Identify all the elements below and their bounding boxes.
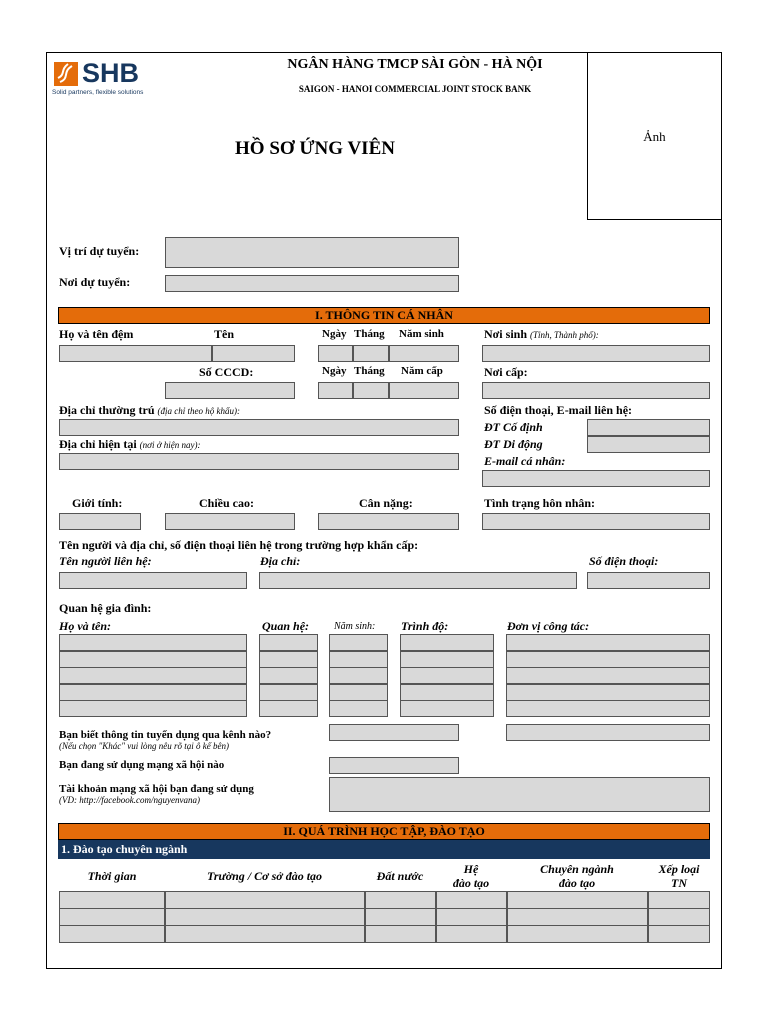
family-cell[interactable] bbox=[400, 634, 494, 651]
can-nang-label: Cân nặng: bbox=[359, 496, 413, 510]
chieu-cao-field[interactable] bbox=[165, 513, 295, 530]
nam-cap-label: Năm cấp bbox=[401, 365, 443, 377]
family-cell[interactable] bbox=[329, 684, 388, 701]
family-cell[interactable] bbox=[329, 667, 388, 684]
family-cell[interactable] bbox=[259, 651, 318, 668]
ngay-cap-label: Ngày bbox=[322, 365, 347, 377]
thang-cap-label: Tháng bbox=[354, 365, 385, 377]
edu-cell[interactable] bbox=[59, 908, 165, 926]
col-truong: Trường / Cơ sở đào tạo bbox=[206, 869, 323, 883]
edu-cell[interactable] bbox=[365, 925, 436, 943]
form-title: HỒ SƠ ỨNG VIÊN bbox=[235, 138, 395, 159]
col-tn: TN bbox=[671, 876, 687, 890]
family-cell[interactable] bbox=[329, 634, 388, 651]
nam-sinh-col: Năm sinh: bbox=[334, 621, 376, 632]
photo-box[interactable] bbox=[587, 52, 722, 220]
hon-nhan-field[interactable] bbox=[482, 513, 710, 530]
edu-cell[interactable] bbox=[436, 925, 507, 943]
col-dat-nuoc: Đất nước bbox=[376, 869, 424, 883]
family-cell[interactable] bbox=[59, 667, 247, 684]
dao-tao-chuyen-nganh-header: 1. Đào tạo chuyên ngành bbox=[58, 840, 710, 859]
col-xep-loai: Xếp loại bbox=[658, 862, 700, 876]
mxh-field[interactable] bbox=[329, 757, 459, 774]
dt-di-dong-label: ĐT Di động bbox=[484, 437, 543, 451]
family-cell[interactable] bbox=[59, 634, 247, 651]
bank-name-vi: NGÂN HÀNG TMCP SÀI GÒN - HÀ NỘI bbox=[287, 57, 543, 72]
section-2-header: II. QUÁ TRÌNH HỌC TẬP, ĐÀO TẠO bbox=[58, 823, 710, 840]
hon-nhan-label: Tình trạng hôn nhân: bbox=[484, 496, 596, 510]
sdt-lh-field[interactable] bbox=[587, 572, 710, 589]
family-cell[interactable] bbox=[329, 651, 388, 668]
ngay-cap-field[interactable] bbox=[318, 382, 353, 399]
nam-sinh-field[interactable] bbox=[389, 345, 459, 362]
tk-mxh-note: (VD: http://facebook.com/nguyenvana) bbox=[59, 795, 200, 805]
ho-ten-dem-label: Họ và tên đệm bbox=[59, 327, 134, 341]
family-cell[interactable] bbox=[259, 684, 318, 701]
family-cell[interactable] bbox=[259, 667, 318, 684]
edu-cell[interactable] bbox=[507, 891, 648, 909]
trinh-do-col: Trình độ: bbox=[401, 619, 449, 633]
noi-sinh-label bbox=[484, 327, 599, 342]
dc-thuong-tru-text: Địa chỉ thường trú bbox=[59, 403, 155, 417]
edu-cell[interactable] bbox=[436, 891, 507, 909]
family-cell[interactable] bbox=[506, 684, 710, 701]
vi-tri-label: Vị trí dự tuyển: bbox=[59, 244, 140, 258]
tk-mxh-label: Tài khoản mạng xã hội bạn đang sử dụng bbox=[59, 783, 254, 795]
dt-co-dinh-label: ĐT Cố định bbox=[484, 420, 543, 434]
thang-sinh-field[interactable] bbox=[353, 345, 389, 362]
edu-cell[interactable] bbox=[59, 925, 165, 943]
shb-logo bbox=[52, 58, 152, 100]
can-nang-field[interactable] bbox=[318, 513, 459, 530]
col-he: Hệ bbox=[463, 862, 479, 876]
photo-label: Ảnh bbox=[643, 129, 666, 144]
family-cell[interactable] bbox=[59, 684, 247, 701]
dc-hien-tai-note: (nơi ở hiện nay): bbox=[139, 440, 201, 450]
nguoi-lien-he-field[interactable] bbox=[59, 572, 247, 589]
edu-cell[interactable] bbox=[436, 908, 507, 926]
nam-cap-field[interactable] bbox=[389, 382, 459, 399]
chieu-cao-label: Chiều cao: bbox=[199, 496, 254, 510]
sdt-lh-label: Số điện thoại: bbox=[589, 554, 659, 568]
edu-cell[interactable] bbox=[648, 925, 710, 943]
don-vi-col: Đơn vị công tác: bbox=[507, 619, 590, 633]
khan-cap-label: Tên người và địa chỉ, số điện thoại liên hệ trong trường hợp khẩn cấp: bbox=[59, 538, 419, 552]
dt-di-dong-field[interactable] bbox=[587, 436, 710, 453]
so-cccd-field[interactable] bbox=[165, 382, 295, 399]
col-chuyen-nganh-2: đào tạo bbox=[558, 876, 596, 890]
family-cell[interactable] bbox=[400, 667, 494, 684]
edu-cell[interactable] bbox=[165, 891, 365, 909]
dc-thuong-tru-label bbox=[59, 403, 240, 418]
family-cell[interactable] bbox=[259, 700, 318, 717]
logo-tagline: Solid partners, flexible solutions bbox=[52, 89, 144, 96]
noi-cap-label: Nơi cấp: bbox=[484, 365, 528, 379]
so-cccd-label: Số CCCD: bbox=[199, 365, 254, 379]
dc-thuong-tru-field[interactable] bbox=[59, 419, 459, 436]
dc-hien-tai-label bbox=[59, 437, 201, 452]
ngay-sinh-field[interactable] bbox=[318, 345, 353, 362]
sdt-email-label: Số điện thoại, E-mail liên hệ: bbox=[484, 403, 633, 417]
ten-field[interactable] bbox=[212, 345, 295, 362]
edu-cell[interactable] bbox=[507, 925, 648, 943]
kenh-note: (Nếu chọn "Khác" vui lòng nêu rõ tại ô kế bên) bbox=[59, 741, 230, 751]
family-cell[interactable] bbox=[506, 651, 710, 668]
noi-sinh-text: Nơi sinh bbox=[484, 327, 527, 341]
edu-cell[interactable] bbox=[648, 908, 710, 926]
nam-sinh-label: Năm sinh bbox=[399, 328, 444, 340]
family-cell[interactable] bbox=[400, 684, 494, 701]
nguoi-lien-he-label: Tên người liên hệ: bbox=[59, 554, 152, 568]
ho-va-ten-col: Họ và tên: bbox=[59, 619, 111, 633]
col-chuyen-nganh: Chuyên ngành bbox=[540, 862, 614, 876]
vi-tri-field[interactable] bbox=[165, 237, 459, 268]
tk-mxh-field[interactable] bbox=[329, 777, 710, 812]
logo-text: SHB bbox=[82, 58, 140, 88]
noi-du-tuyen-field[interactable] bbox=[165, 275, 459, 292]
dia-chi-lh-field[interactable] bbox=[259, 572, 577, 589]
thang-label: Tháng bbox=[354, 328, 385, 340]
kenh-label: Bạn biết thông tin tuyển dụng qua kênh nào? bbox=[59, 729, 272, 741]
ho-ten-dem-field[interactable] bbox=[59, 345, 212, 362]
thang-cap-field[interactable] bbox=[353, 382, 389, 399]
family-cell[interactable] bbox=[400, 651, 494, 668]
col-thoi-gian: Thời gian bbox=[87, 869, 137, 883]
family-cell[interactable] bbox=[329, 700, 388, 717]
section-1-header: I. THÔNG TIN CÁ NHÂN bbox=[58, 307, 710, 324]
family-cell[interactable] bbox=[400, 700, 494, 717]
dia-chi-lh-label: Địa chỉ: bbox=[260, 554, 301, 568]
noi-du-tuyen-label: Nơi dự tuyển: bbox=[59, 275, 131, 289]
dc-thuong-tru-note: (địa chỉ theo hộ khẩu): bbox=[157, 406, 241, 416]
dc-hien-tai-text: Địa chỉ hiện tại bbox=[59, 437, 137, 451]
family-cell[interactable] bbox=[506, 667, 710, 684]
kenh-khac-field[interactable] bbox=[506, 724, 710, 741]
ngay-label: Ngày bbox=[322, 328, 347, 340]
email-field[interactable] bbox=[482, 470, 710, 487]
gioi-tinh-label: Giới tính: bbox=[72, 496, 123, 510]
edu-cell[interactable] bbox=[365, 908, 436, 926]
noi-cap-field[interactable] bbox=[482, 382, 710, 399]
edu-cell[interactable] bbox=[165, 908, 365, 926]
email-label: E-mail cá nhân: bbox=[484, 454, 566, 468]
edu-cell[interactable] bbox=[365, 891, 436, 909]
dt-co-dinh-field[interactable] bbox=[587, 419, 710, 436]
gioi-tinh-field[interactable] bbox=[59, 513, 141, 530]
edu-cell[interactable] bbox=[648, 891, 710, 909]
noi-sinh-note: (Tỉnh, Thành phố): bbox=[530, 330, 599, 340]
family-cell[interactable] bbox=[506, 634, 710, 651]
mxh-label: Bạn đang sử dụng mạng xã hội nào bbox=[59, 759, 225, 771]
ten-label: Tên bbox=[214, 327, 235, 341]
quan-he-col: Quan hệ: bbox=[262, 619, 310, 633]
family-cell[interactable] bbox=[59, 651, 247, 668]
bank-name-en: SAIGON - HANOI COMMERCIAL JOINT STOCK BANK bbox=[298, 84, 532, 94]
kenh-field[interactable] bbox=[329, 724, 459, 741]
family-cell[interactable] bbox=[59, 700, 247, 717]
family-cell[interactable] bbox=[506, 700, 710, 717]
dc-hien-tai-field[interactable] bbox=[59, 453, 459, 470]
family-cell[interactable] bbox=[259, 634, 318, 651]
quan-he-gd-label: Quan hệ gia đình: bbox=[59, 601, 152, 615]
edu-cell[interactable] bbox=[165, 925, 365, 943]
edu-cell[interactable] bbox=[59, 891, 165, 909]
noi-sinh-field[interactable] bbox=[482, 345, 710, 362]
edu-cell[interactable] bbox=[507, 908, 648, 926]
col-dao-tao: đào tạo bbox=[452, 876, 490, 890]
